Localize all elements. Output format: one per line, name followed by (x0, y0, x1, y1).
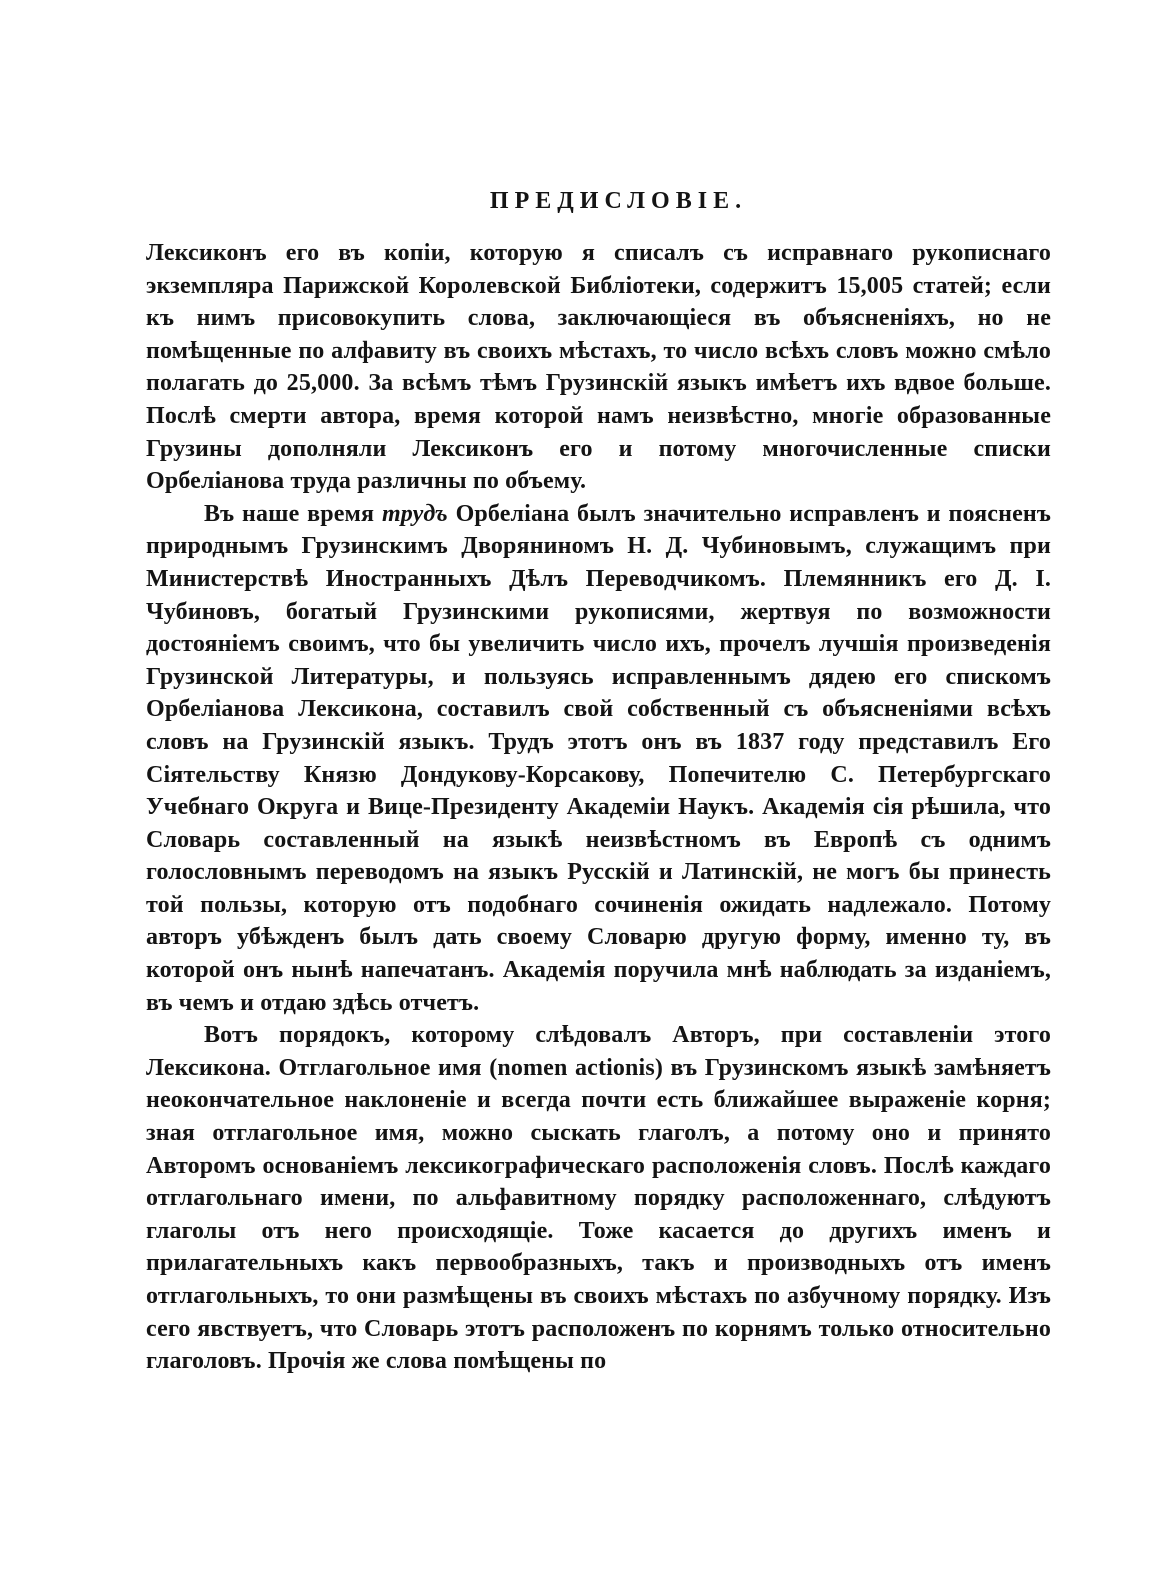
paragraph-1: Лексиконъ его въ копіи, которую я списалъ съ исправнаго рукописнаго экземпляра Парижской Королевской Библіотеки, содержитъ 15,005 статей; если къ нимъ присовокупить слова, заключающіеся въ объясненіяхъ, но не помѣщенные по алфавиту въ своихъ мѣстахъ, то число всѣхъ словъ можно смѣло полагать до 25,000. За всѣмъ тѣмъ Грузинскій языкъ имѣетъ ихъ вдвое больше. Послѣ смерти автора, время которой намъ неизвѣстно, многіе образованные Грузины дополняли Лексиконъ его и потому многочисленные списки Орбеліанова труда различны по объему. (146, 240, 1051, 495)
paragraph-2-italic-word: трудъ (381, 500, 448, 527)
paragraph-2 (146, 498, 1051, 1020)
paragraph-3: Вотъ порядокъ, которому слѣдовалъ Авторъ, при составленіи этого Лексикона. Отглагольное имя (nomen actionis) въ Грузинскомъ языкѣ замѣняетъ неокончательное наклоненіе и всегда почти есть ближайшее выраженіе корня; зная отглагольное имя, можно сыскать глаголъ, а потому оно и принято Авторомъ основаніемъ лексикографическаго расположенія словъ. Послѣ каждаго отглагольнаго имени, по альфавитному порядку расположеннаго, слѣдуютъ глаголы отъ него происходящіе. Тоже касается до другихъ именъ и прилагательныхъ какъ первообразныхъ, такъ и производныхъ отъ именъ отглагольныхъ, то они размѣщены въ своихъ мѣстахъ по азбучному порядку. Изъ сего явствуетъ, что Словарь этотъ расположенъ по корнямъ только относительно глаголовъ. Прочія же слова помѣщены по (146, 1022, 1051, 1375)
document-page (146, 188, 1051, 1378)
paragraph-2-lead: Въ наше время (204, 500, 382, 527)
page-title: ПРЕДИСЛОВІЕ. (489, 188, 748, 214)
paragraph-2-body: Орбеліана былъ значительно исправленъ и поясненъ природнымъ Грузинскимъ Дворяниномъ Н. Д. Чубиновымъ, служащимъ при Министерствѣ Иностранныхъ Дѣлъ Переводчикомъ. Племянникъ его Д. I. Чубиновъ, богатый Грузинскими рукописями, жертвуя по возможности достояніемъ своимъ, что бы увеличить число ихъ, прочелъ лучшія произведенія Грузинской Литературы, и пользуясь исправленнымъ дядею его спискомъ Орбеліанова Лексикона, составилъ свой собственный съ объясненіями всѣхъ словъ на Грузинскій языкъ. Трудъ этотъ онъ въ 1837 году представилъ Его Сіятельству Князю Дондукову-Корсакову, Попечителю С. Петербургскаго Учебнаго Округа и Вице-Президенту Академіи Наукъ. Академія сія рѣшила, что Словарь составленный на языкѣ неизвѣстномъ въ Европѣ съ однимъ голословнымъ переводомъ на языкъ Русскій и Латинскій, не могъ бы принесть той пользы, которую отъ подобнаго сочиненія ожидать надлежало. Потому авторъ убѣжденъ былъ дать своему Словарю другую форму, именно ту, въ которой онъ нынѣ напечатанъ. Академія поручила мнѣ наблюдать за изданіемъ, въ чемъ и отдаю здѣсь отчетъ. (146, 500, 1051, 1016)
